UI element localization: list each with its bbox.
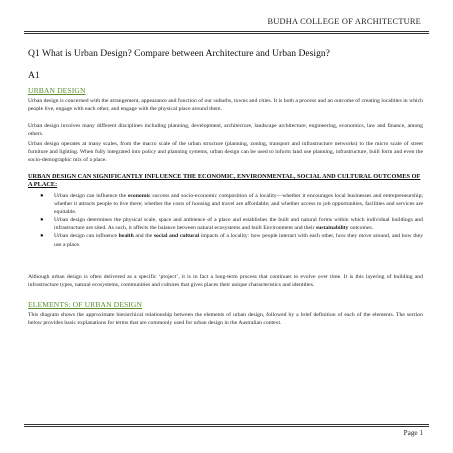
list-item: ● Urban design can influence health and the social and cultural impacts of a locality: how people interact with each other, how they move around, and how they use a place.: [40, 233, 423, 248]
footer-rule: [24, 426, 429, 427]
paragraph-after-bullets: Although urban design is often delivered as a specific ‘project’, it is in fact a long-term process that continues to evolve over time. It is this layering of building and infrastructure types, natural ecosystems, communities and cultures that gives places their unique characteristics and identities.: [28, 274, 423, 289]
header-rule-thin: [24, 33, 429, 34]
list-item: ● Urban design determines the physical scale, space and ambience of a place and establishes the built and natural forms within which individual buildings and infrastructure are sited. As such, it affects the balance between natural ecosystems and built Environment and their sustainability outcomes.: [40, 217, 423, 232]
section-heading-urban-design: URBAN DESIGN: [28, 86, 86, 95]
bullet-icon: ●: [40, 217, 44, 224]
influence-heading: URBAN DESIGN CAN SIGNIFICANTLY INFLUENCE THE ECONOMIC, ENVIRONMENTAL, SOCIAL AND CULTURAL OUTCOMES OF A PLACE:: [28, 173, 421, 188]
answer-label: A1: [28, 70, 40, 81]
bold-term: health: [118, 233, 134, 240]
footer-rule-thin: [24, 424, 429, 425]
question-title: Q1 What is Urban Design? Compare between Architecture and Urban Design?: [28, 48, 330, 59]
page-number: Page 1: [403, 429, 423, 437]
paragraph-2: Urban design involves many different disciplines including planning, development, architecture, landscape architecture, engineering, economics, law and finance, among others.: [28, 123, 423, 138]
header-college-name: BUDHA COLLEGE OF ARCHITECTURE: [267, 17, 421, 26]
bold-term: sustainability: [315, 225, 349, 232]
bold-term: economic: [127, 193, 151, 199]
header-rule: [24, 31, 429, 32]
elements-paragraph: This diagram shows the approximate hierarchical relationship between the elements of urban design, followed by a brief definition of each of the elements. The section below provides basic explanations for terms that are commonly used for urban design in the Australian context.: [28, 312, 423, 327]
bullet-icon: ●: [40, 233, 44, 240]
bold-term: social and cultural: [153, 233, 200, 240]
bullet-icon: ●: [40, 193, 44, 199]
paragraph-3: Urban design operates at many scales, from the macro scale of the urban structure (planning, zoning, transport and infrastructure networks) to the micro scale of street furniture and lighting. When fully integrated into policy and planning systems, urban design can be used to inform land use planning, infrastructure, built form and even the socio-demographic mix of a place.: [28, 141, 423, 164]
section-heading-elements: ELEMENTS: OF URBAN DESIGN: [28, 300, 143, 309]
list-item: ● Urban design can influence the economic success and socio-economic composition of a locality—whether it encourages local businesses and entrepreneurship; whether it attracts people to live there; whether the costs of housing and travel are affordable; and whether access to job opportunities, facilities and services are equitable.: [40, 193, 423, 216]
influence-bullet-list: [28, 192, 423, 249]
paragraph-1: Urban design is concerned with the arrangement, appearance and function of our suburbs, towns and cities. It is both a process and an outcome of creating localities in which people live, engage with each other, and engage with the physical place around them.: [28, 98, 423, 113]
